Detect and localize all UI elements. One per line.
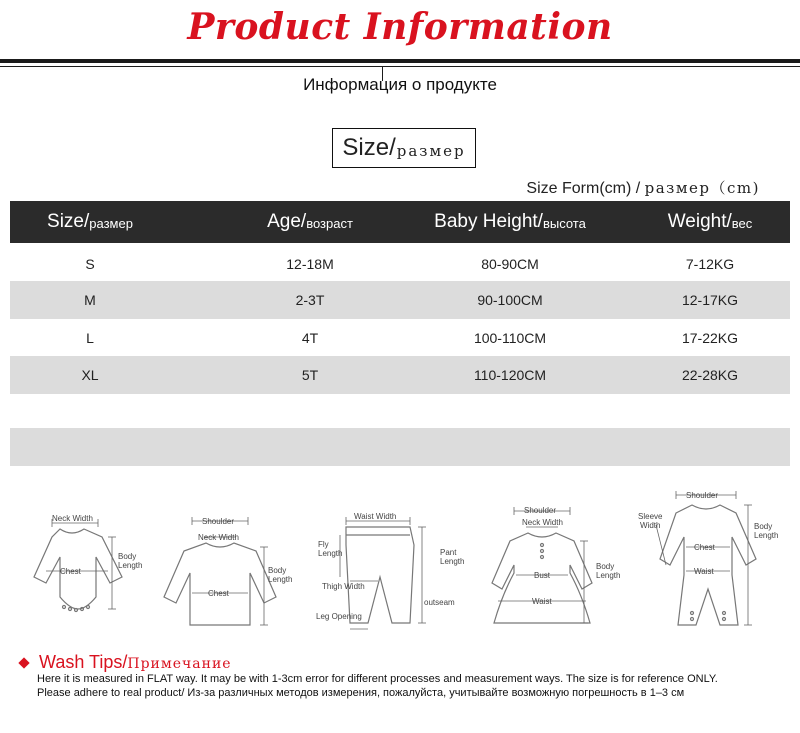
romper-sleeve-label: Sleeve <box>638 512 663 521</box>
table-row <box>10 245 790 283</box>
table-cell: 12-17KG <box>681 292 739 308</box>
dress-length-label: Length <box>596 571 621 580</box>
table-cell: XL <box>81 367 99 383</box>
size-form-caption-ru: размер（cm) <box>644 179 760 197</box>
dress-shoulder-label: Shoulder <box>524 506 557 515</box>
header-weight-en: Weight/ <box>667 211 732 232</box>
bodysuit-neck-label: Neck Width <box>52 514 93 523</box>
wash-tips-heading <box>18 652 232 673</box>
pants-fly-length-label: Length <box>318 549 343 558</box>
top-chest-label: Chest <box>208 589 229 598</box>
header-rule-thick <box>0 59 800 63</box>
size-table-header <box>10 201 790 243</box>
romper-shoulder-label: Shoulder <box>686 491 719 500</box>
bodysuit-chest-label: Chest <box>60 567 81 576</box>
table-cell: 110-120CM <box>473 367 547 383</box>
page-subtitle: Информация о продукте <box>303 75 497 94</box>
header-size-en: Size/ <box>47 211 90 232</box>
size-box-ru: размер <box>396 142 466 160</box>
table-cell: 2-3T <box>295 292 325 308</box>
table-cell: M <box>84 292 96 308</box>
page-title: Product Information <box>187 6 613 48</box>
romper-body-label: Body <box>754 522 773 531</box>
top-diagram <box>160 485 310 635</box>
table-cell: L <box>86 330 94 346</box>
dress-bust-label: Bust <box>534 571 551 580</box>
table-cell: 7-12KG <box>685 256 735 272</box>
top-shoulder-label: Shoulder <box>202 517 235 526</box>
top-neck-label: Neck Width <box>198 533 239 542</box>
table-row <box>10 319 790 357</box>
size-form-caption <box>526 177 760 198</box>
table-cell: 4T <box>301 330 319 346</box>
bodysuit-length-label: Length <box>118 561 143 570</box>
header-weight <box>610 201 800 243</box>
dress-waist-label: Waist <box>532 597 552 606</box>
pants-diagram <box>310 485 470 635</box>
size-box <box>332 128 476 168</box>
table-cell: S <box>85 256 95 272</box>
table-cell: 22-28KG <box>681 367 739 383</box>
top-length-label: Length <box>268 575 293 584</box>
dress-neck-label: Neck Width <box>522 518 563 527</box>
pants-pant-label: Pant <box>440 548 457 557</box>
table-cell: 5T <box>301 367 319 383</box>
size-box-en: Size/ <box>342 134 396 161</box>
table-cell: 100-110CM <box>473 330 547 346</box>
header-height <box>380 201 640 243</box>
header-age-en: Age/ <box>267 211 307 232</box>
pants-leg-label: Leg Opening <box>316 612 362 621</box>
header-rule-thin <box>0 66 800 67</box>
header-size-ru: размер <box>89 216 133 231</box>
header-size <box>10 201 170 243</box>
pants-outseam-label: outseam <box>424 598 455 607</box>
wash-tips-title-en: Wash Tips/ <box>39 652 128 672</box>
table-row <box>10 281 790 319</box>
bodysuit-diagram <box>12 485 152 625</box>
dress-body-label: Body <box>596 562 615 571</box>
dress-diagram <box>478 485 628 635</box>
romper-width-label: Width <box>640 521 661 530</box>
romper-chest-label: Chest <box>694 543 715 552</box>
romper-waist-label: Waist <box>694 567 714 576</box>
pants-length-label: Length <box>440 557 465 566</box>
header-age-ru: возраст <box>306 216 353 231</box>
wash-tips-title-ru: Примечание <box>127 656 232 672</box>
header-height-en: Baby Height/ <box>434 211 543 232</box>
empty-band <box>10 428 790 466</box>
table-cell: 17-22KG <box>681 330 739 346</box>
pants-fly-label: Fly <box>318 540 329 549</box>
table-cell: 90-100CM <box>477 292 543 308</box>
diamond-bullet-icon <box>18 657 29 668</box>
wash-tips-line-2: Please adhere to real product/ Из-за различных методов измерения, пожалуйста, учитывайте возможную погрешность в 1–3 см <box>37 687 685 699</box>
bodysuit-body-label: Body <box>118 552 137 561</box>
romper-diagram <box>636 485 796 635</box>
romper-length-label: Length <box>754 531 779 540</box>
size-form-caption-en: Size Form(cm) / <box>526 180 645 197</box>
header-height-ru: высота <box>542 216 586 231</box>
top-body-label: Body <box>268 566 287 575</box>
wash-tips-line-1: Here it is measured in FLAT way. It may be with 1-3cm error for different processes and measurement ways. The size is for reference ONLY. <box>37 673 718 685</box>
header-weight-ru: вес <box>731 216 753 231</box>
table-cell: 80-90CM <box>481 256 539 272</box>
pants-waist-label: Waist Width <box>354 512 397 521</box>
pants-thigh-label: Thigh Width <box>322 582 365 591</box>
table-cell: 12-18M <box>286 256 334 272</box>
table-row <box>10 356 790 394</box>
